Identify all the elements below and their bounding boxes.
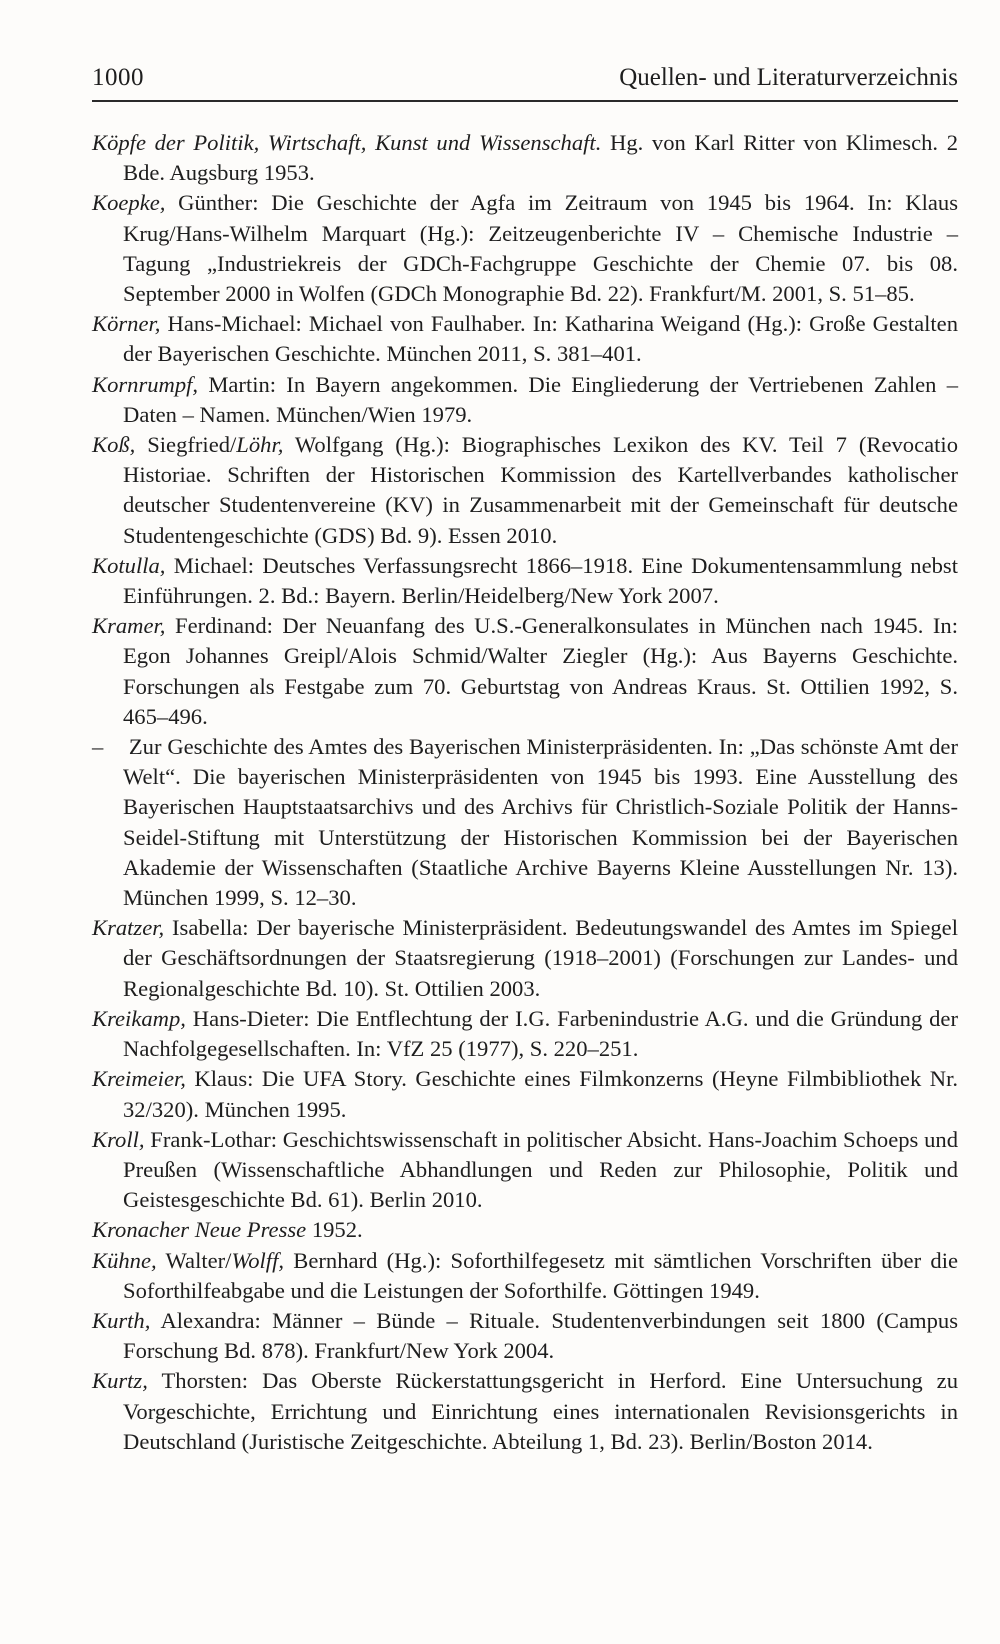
entry-author: Kurth, (92, 1307, 151, 1333)
entry-author: Koepke, (92, 190, 166, 216)
entry-text: 1952. (306, 1217, 363, 1243)
entry-author: Köpfe der Politik, Wirtschaft, Kunst und Wissenschaft. (92, 130, 602, 155)
entry-author: Kratzer, (92, 915, 165, 941)
entry-author: Kornrumpf, (92, 371, 199, 397)
bibliography-entry (92, 1306, 958, 1366)
entry-author: Kronacher Neue Presse (92, 1217, 307, 1243)
entry-author: Kramer, (92, 613, 166, 639)
entry-text: Ferdinand: Der Neuanfang des U.S.-Generalkonsulates in München nach 1945. In: Egon Johannes Greipl/Alois Schmid/Walter Ziegler (Hg.): Aus Bayerns Geschichte. Forschungen als Festgabe zum 70. Geburtstag von Andreas Kraus. St. Ottilien 1992, S. 465–496. (123, 613, 958, 729)
page-number: 1000 (92, 64, 144, 91)
entry-text: Frank-Lothar: Geschichtswissenschaft in politischer Absicht. Hans-Joachim Schoeps und Preußen (Wissenschaftliche Abhandlungen und Reden zur Philosophie, Politik und Geistesgeschichte Bd. 61). Berlin 2010. (123, 1126, 958, 1213)
bibliography-entry (92, 1004, 958, 1064)
bibliography-entry (92, 128, 958, 188)
bibliography-entry (92, 1064, 958, 1124)
entry-text: Zur Geschichte des Amtes des Bayerischen Ministerpräsidenten. In: „Das schönste Amt der Welt“. Die bayerischen Ministerpräsidenten von 1945 bis 1993. Eine Ausstellung des Bayerischen Hauptstaatsarchivs und des Archivs für Christlich-Soziale Politik der Hanns-Seidel-Stiftung mit Unterstützung der Historischen Kommission bei der Bayerischen Akademie der Wissenschaften (Staatliche Archive Bayerns Kleine Ausstellungen Nr. 13). München 1999, S. 12–30. (123, 734, 958, 911)
entry-author: Kühne, (92, 1247, 157, 1273)
entry-author: Koß, (92, 432, 136, 458)
entry-author: Körner, (92, 311, 161, 337)
same-author-dash: – (92, 734, 104, 760)
entry-author: Kreimeier, (92, 1066, 186, 1092)
entry-text: Klaus: Die UFA Story. Geschichte eines Filmkonzerns (Heyne Filmbibliothek Nr. 32/320). München 1995. (123, 1066, 958, 1122)
running-head (92, 60, 958, 102)
entry-text: Martin: In Bayern angekommen. Die Eingliederung der Vertriebenen Zahlen – Daten – Namen. München/Wien 1979. (123, 371, 958, 427)
bibliography-entry (92, 430, 958, 551)
bibliography-entry (92, 551, 958, 611)
entry-text: Hans-Michael: Michael von Faulhaber. In: Katharina Weigand (Hg.): Große Gestalten der Bayerischen Geschichte. München 2011, S. 381–401. (123, 311, 958, 367)
entry-author: Kurtz, (92, 1368, 148, 1394)
entry-text: Walter/ (156, 1247, 232, 1273)
bibliography-entry (92, 1215, 958, 1245)
bibliography-entry (92, 188, 958, 309)
section-title: Quellen- und Literaturverzeichnis (619, 64, 958, 91)
bibliography-entry (92, 1125, 958, 1216)
entry-text: Thorsten: Das Oberste Rückerstattungsgericht in Herford. Eine Untersuchung zu Vorgeschichte, Errichtung und Einrichtung eines internationalen Revisionsgerichts in Deutschland (Juristische Zeitgeschichte. Abteilung 1, Bd. 23). Berlin/Boston 2014. (123, 1368, 958, 1454)
entry-text: Alexandra: Männer – Bünde – Rituale. Studentenverbindungen seit 1800 (Campus Forschung Bd. 878). Frankfurt/New York 2004. (123, 1307, 958, 1364)
entry-text: Hg. von Karl Ritter von Klimesch. 2 Bde. Augsburg 1953. (123, 130, 959, 186)
entry-text: Siegfried/ (135, 432, 237, 458)
entry-text-continued: Bernhard (Hg.): Soforthilfegesetz mit sämtlichen Vorschriften über die Soforthilfeabgabe und die Leistungen der Soforthilfe. Göttingen 1949. (123, 1247, 959, 1303)
bibliography-entry (92, 611, 958, 732)
bibliography-entry (92, 1246, 958, 1306)
entry-text: Isabella: Der bayerische Ministerpräsident. Bedeutungswandel des Amtes im Spiegel der Geschäftsordnungen der Staatsregierung (1918–2001) (Forschungen zur Landes- und Regionalgeschichte Bd. 10). St. Ottilien 2003. (123, 915, 958, 1001)
entry-author: Kotulla, (92, 552, 166, 578)
bibliography-entry (92, 370, 958, 430)
bibliography-entry (92, 309, 958, 369)
entry-author: Kreikamp, (92, 1005, 186, 1031)
bibliography-entry (92, 1366, 958, 1457)
entry-text-continued: Wolfgang (Hg.): Biographisches Lexikon des KV. Teil 7 (Revocatio Historiae. Schriften der Historischen Kommission des Kartellverbandes katholischer deutscher Studentenvereine (KV) in Zusammenarbeit mit der Gemeinschaft für deutsche Studentengeschichte (GDS) Bd. 9). Essen 2010. (123, 432, 958, 548)
entry-coauthor: Löhr, (236, 432, 284, 458)
entry-author: Kroll, (92, 1126, 145, 1152)
bibliography-list (92, 128, 958, 1457)
entry-text: Günther: Die Geschichte der Agfa im Zeitraum von 1945 bis 1964. In: Klaus Krug/Hans-Wilhelm Marquart (Hg.): Zeitzeugenberichte IV – Chemische Industrie – Tagung „Industriekreis der GDCh-Fachgruppe Geschichte der Chemie 07. bis 08. September 2000 in Wolfen (GDCh Monographie Bd. 22). Frankfurt/M. 2001, S. 51–85. (123, 190, 958, 307)
bibliography-entry-same-author (92, 732, 958, 913)
entry-text: Hans-Dieter: Die Entflechtung der I.G. Farbenindustrie A.G. und die Gründung der Nachfolgegesellschaften. In: VfZ 25 (1977), S. 220–251. (123, 1005, 958, 1062)
entry-coauthor: Wolff, (231, 1247, 284, 1273)
entry-text: Michael: Deutsches Verfassungsrecht 1866–1918. Eine Dokumentensammlung nebst Einführungen. 2. Bd.: Bayern. Berlin/Heidelberg/New York 2007. (123, 552, 958, 609)
bibliography-entry (92, 913, 958, 1004)
